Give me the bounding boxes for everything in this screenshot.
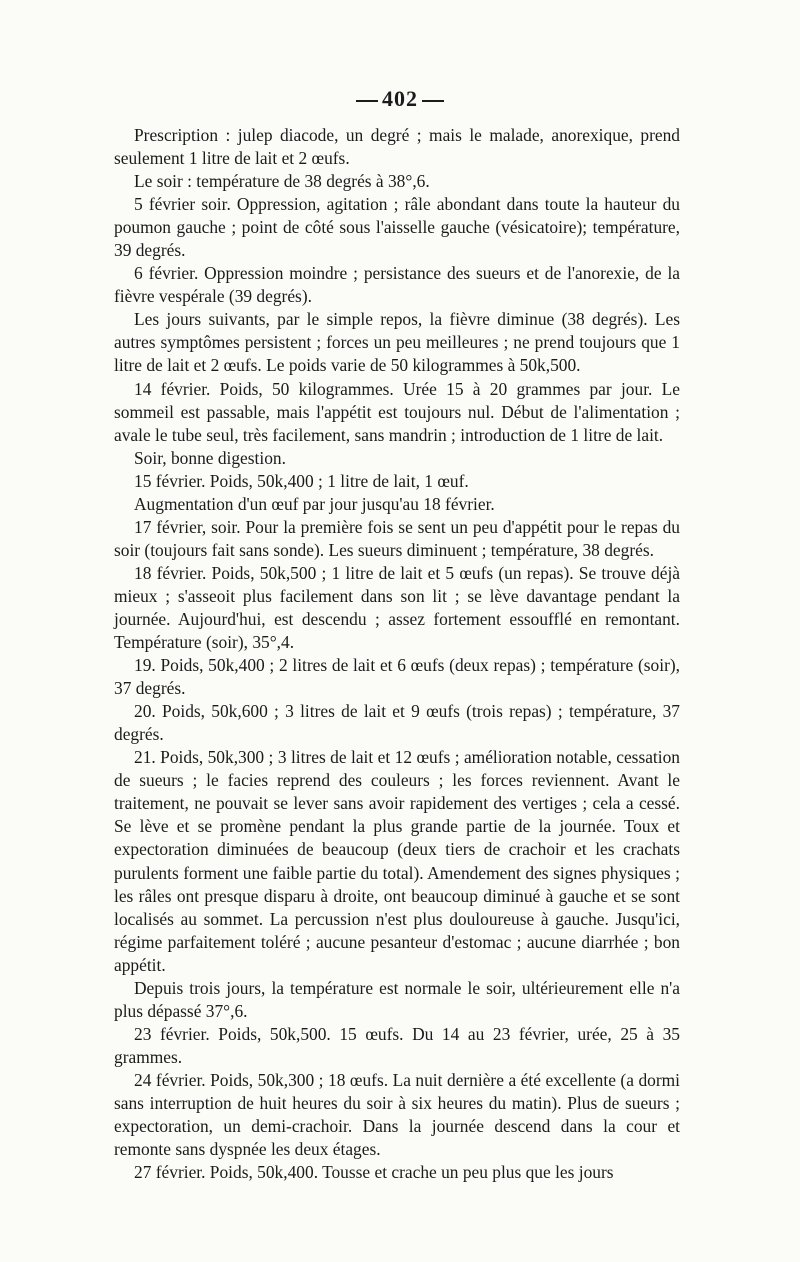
- paragraph-egg-increase: Augmentation d'un œuf par jour jusqu'au 18 février.: [134, 493, 495, 514]
- page-number: [0, 86, 800, 112]
- paragraph-prescription: Prescription : julep diacode, un degré ; mais le malade, anorexique, prend seulement 1 litre de lait et 2 œufs.: [114, 125, 680, 169]
- paragraph-feb-19: 19. Poids, 50k,400 ; 2 litres de lait et 6 œufs (deux repas) ; température (soir), 37 degrés.: [114, 655, 680, 699]
- paragraph-feb-14-evening: Soir, bonne digestion.: [134, 447, 286, 468]
- page-number-left-dash: [356, 100, 378, 102]
- paragraph-feb-21: 21. Poids, 50k,300 ; 3 litres de lait et 12 œufs ; amélioration notable, cessation de sueurs ; le facies reprend des couleurs ; les forces reviennent. Avant le traitement, ne pouvait se lever sans avoir rapidement des vertiges ; cela a cessé. Se lève et se promène pendant la plus grande partie de la journée. Toux et expectoration diminuées de beaucoup (deux tiers de crachoir et les crachats purulents forment une faible partie du total). Amendement des signes physiques ; les râles ont presque disparu à droite, ont beaucoup diminué à gauche et se sont localisés au sommet. La percussion n'est plus douloureuse à gauche. Jusqu'ici, régime parfaitement toléré ; aucune pesanteur d'estomac ; aucune diarrhée ; bon appétit.: [114, 747, 680, 975]
- paragraph-feb-27: 27 février. Poids, 50k,400. Tousse et crache un peu plus que les jours: [134, 1162, 614, 1183]
- body-text: [114, 124, 680, 1184]
- paragraph-normal-temperature: Depuis trois jours, la température est normale le soir, ultérieurement elle n'a plus dépassé 37°,6.: [114, 977, 680, 1021]
- page-number-right-dash: [422, 100, 444, 102]
- page-number-text: 402: [382, 86, 418, 111]
- paragraph-evening-temperature: Le soir : température de 38 degrés à 38°,6.: [134, 171, 430, 192]
- paragraph-feb-23: 23 février. Poids, 50k,500. 15 œufs. Du 14 au 23 février, urée, 25 à 35 grammes.: [114, 1023, 680, 1067]
- paragraph-feb-15: 15 février. Poids, 50k,400 ; 1 litre de lait, 1 œuf.: [134, 470, 469, 491]
- paragraph-feb-14: 14 février. Poids, 50 kilogrammes. Urée 15 à 20 grammes par jour. Le sommeil est passable, mais l'appétit est toujours nul. Début de l'alimentation ; avale le tube seul, très facilement, sans mandrin ; introduction de 1 litre de lait.: [114, 378, 680, 445]
- paragraph-feb-5: 5 février soir. Oppression, agitation ; râle abondant dans toute la hauteur du poumon gauche ; point de côté sous l'aisselle gauche (vésicatoire); température, 39 degrés.: [114, 194, 680, 261]
- paragraph-feb-20: 20. Poids, 50k,600 ; 3 litres de lait et 9 œufs (trois repas) ; température, 37 degrés.: [114, 701, 680, 745]
- paragraph-feb-24: 24 février. Poids, 50k,300 ; 18 œufs. La nuit dernière a été excellente (a dormi sans interruption de huit heures du soir à six heures du matin). Plus de sueurs ; expectoration, un demi-crachoir. Dans la journée descend dans la cour et remonte sans dyspnée les deux étages.: [114, 1069, 680, 1160]
- paragraph-following-days: Les jours suivants, par le simple repos, la fièvre diminue (38 degrés). Les autres symptômes persistent ; forces un peu meilleures ; ne prend toujours que 1 litre de lait et 2 œufs. Le poids varie de 50 kilogrammes à 50k,500.: [114, 309, 680, 376]
- paragraph-feb-18: 18 février. Poids, 50k,500 ; 1 litre de lait et 5 œufs (un repas). Se trouve déjà mieux ; s'asseoit plus facilement dans son lit ; se lève davantage pendant la journée. Aujourd'hui, est descendu ; assez fortement essoufflé en remontant. Température (soir), 35°,4.: [114, 562, 680, 653]
- paragraph-feb-6: 6 février. Oppression moindre ; persistance des sueurs et de l'anorexie, de la fièvre vespérale (39 degrés).: [114, 263, 680, 307]
- paragraph-feb-17: 17 février, soir. Pour la première fois se sent un peu d'appétit pour le repas du soir (toujours fait sans sonde). Les sueurs diminuent ; température, 38 degrés.: [114, 516, 680, 560]
